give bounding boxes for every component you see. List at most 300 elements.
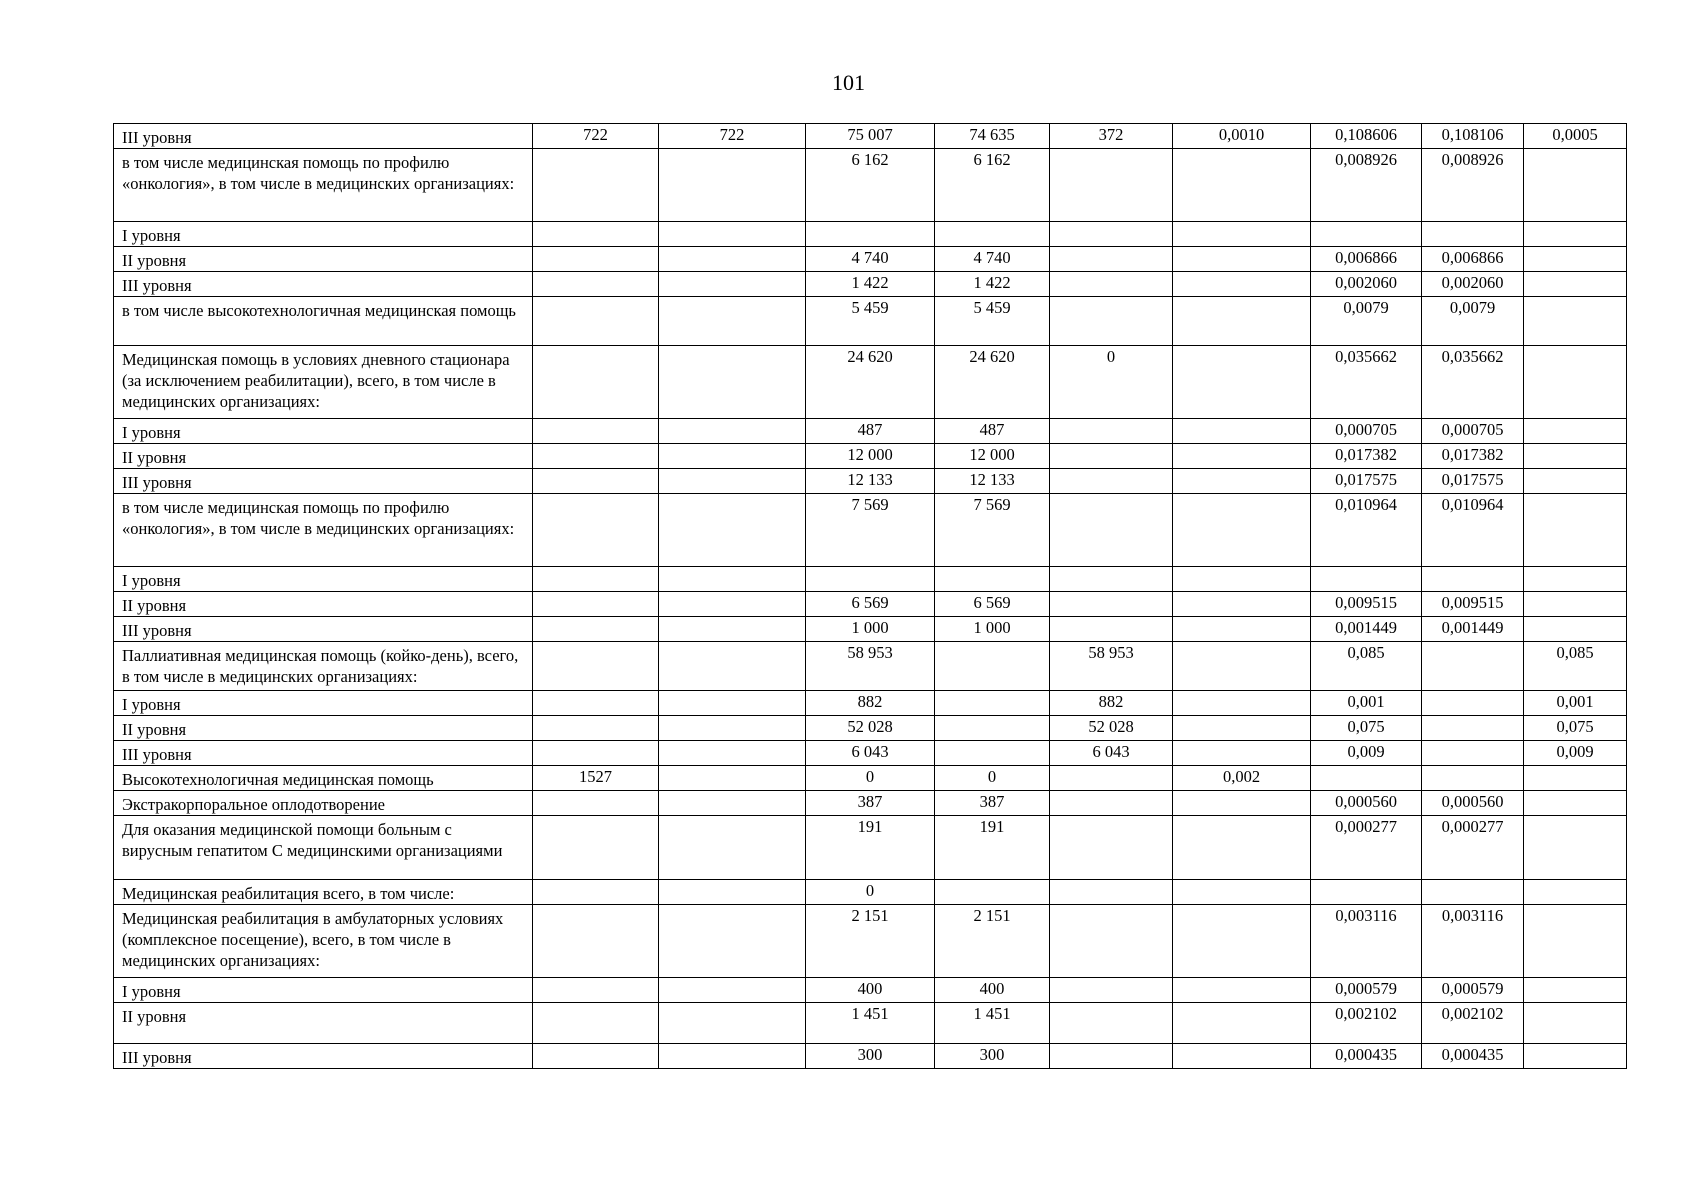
row-label: II уровня (122, 448, 187, 467)
value-cell: 0,0079 (1422, 297, 1524, 346)
table-row (114, 592, 1627, 617)
value-cell: 0,0010 (1173, 124, 1311, 149)
value-cell (935, 642, 1050, 691)
value-cell (935, 880, 1050, 905)
value-cell: 1 422 (806, 272, 935, 297)
value-cell (659, 444, 806, 469)
table-row (114, 691, 1627, 716)
value-cell (659, 1044, 806, 1069)
value-cell (1173, 444, 1311, 469)
value-cell (659, 791, 806, 816)
value-cell (533, 149, 659, 222)
value-cell: 0,075 (1524, 716, 1627, 741)
value-cell: 0,002 (1173, 766, 1311, 791)
value-cell (1173, 816, 1311, 880)
value-cell (1050, 978, 1173, 1003)
value-cell: 0,000277 (1311, 816, 1422, 880)
value-cell (1524, 567, 1627, 592)
value-cell (1422, 716, 1524, 741)
value-cell (1050, 592, 1173, 617)
row-label: I уровня (122, 571, 181, 590)
row-label: III уровня (122, 621, 192, 640)
table-row (114, 978, 1627, 1003)
value-cell (533, 978, 659, 1003)
value-cell (1050, 247, 1173, 272)
value-cell: 487 (806, 419, 935, 444)
value-cell (533, 272, 659, 297)
value-cell (533, 592, 659, 617)
value-cell (533, 346, 659, 419)
page-number: 101 (832, 70, 865, 95)
value-cell (1524, 617, 1627, 642)
table-row (114, 247, 1627, 272)
value-cell: 0,001449 (1422, 617, 1524, 642)
value-cell (659, 617, 806, 642)
value-cell: 58 953 (806, 642, 935, 691)
row-label: Высокотехнологичная медицинская помощь (122, 770, 434, 789)
value-cell (806, 567, 935, 592)
value-cell (533, 905, 659, 978)
value-cell: 6 043 (806, 741, 935, 766)
value-cell (1422, 741, 1524, 766)
value-cell (1050, 469, 1173, 494)
table-row (114, 222, 1627, 247)
value-cell (659, 567, 806, 592)
table-row (114, 272, 1627, 297)
row-label-cell (114, 741, 533, 766)
value-cell (1173, 419, 1311, 444)
row-label: Медицинская помощь в условиях дневного стационара (за исключением реабилитации), всего, в том числе в медицинских организациях: (122, 350, 510, 411)
value-cell: 0,006866 (1311, 247, 1422, 272)
value-cell: 75 007 (806, 124, 935, 149)
value-cell (533, 716, 659, 741)
value-cell: 387 (935, 791, 1050, 816)
row-label: II уровня (122, 720, 187, 739)
value-cell: 0,108606 (1311, 124, 1422, 149)
value-cell (1050, 494, 1173, 567)
row-label-cell (114, 691, 533, 716)
table-row (114, 567, 1627, 592)
value-cell: 191 (806, 816, 935, 880)
row-label: III уровня (122, 128, 192, 147)
row-label-cell (114, 567, 533, 592)
value-cell: 0,001449 (1311, 617, 1422, 642)
value-cell (533, 1003, 659, 1044)
row-label: Медицинская реабилитация в амбулаторных условиях (комплексное посещение), всего, в том числе в медицинских организациях: (122, 909, 504, 970)
table-row (114, 905, 1627, 978)
value-cell (659, 766, 806, 791)
value-cell (1050, 791, 1173, 816)
value-cell (1173, 741, 1311, 766)
row-label: в том числе медицинская помощь по профилю «онкология», в том числе в медицинских организациях: (122, 153, 515, 193)
value-cell: 0,000705 (1311, 419, 1422, 444)
row-label-cell (114, 124, 533, 149)
value-cell (1173, 346, 1311, 419)
value-cell (1524, 816, 1627, 880)
value-cell: 6 569 (935, 592, 1050, 617)
row-label-cell (114, 905, 533, 978)
value-cell (1173, 716, 1311, 741)
table-row (114, 642, 1627, 691)
row-label-cell (114, 222, 533, 247)
value-cell (1524, 149, 1627, 222)
value-cell: 882 (806, 691, 935, 716)
value-cell (1173, 592, 1311, 617)
value-cell: 0,003116 (1311, 905, 1422, 978)
table-row (114, 617, 1627, 642)
value-cell (659, 272, 806, 297)
value-cell: 5 459 (935, 297, 1050, 346)
value-cell (533, 444, 659, 469)
value-cell: 0,010964 (1311, 494, 1422, 567)
table-row (114, 880, 1627, 905)
value-cell (1524, 880, 1627, 905)
value-cell (1524, 766, 1627, 791)
row-label: Медицинская реабилитация всего, в том числе: (122, 884, 455, 903)
value-cell (659, 419, 806, 444)
value-cell (935, 691, 1050, 716)
value-cell (1524, 419, 1627, 444)
value-cell: 0,000560 (1422, 791, 1524, 816)
value-cell (533, 741, 659, 766)
value-cell (533, 297, 659, 346)
value-cell (1422, 567, 1524, 592)
value-cell (659, 222, 806, 247)
value-cell (1524, 494, 1627, 567)
value-cell: 6 569 (806, 592, 935, 617)
value-cell (1050, 149, 1173, 222)
value-cell (659, 247, 806, 272)
value-cell (659, 297, 806, 346)
value-cell (1422, 642, 1524, 691)
value-cell: 0,009515 (1311, 592, 1422, 617)
value-cell: 12 000 (806, 444, 935, 469)
value-cell (1524, 444, 1627, 469)
value-cell (1524, 297, 1627, 346)
row-label: I уровня (122, 226, 181, 245)
row-label-cell (114, 1044, 533, 1069)
value-cell: 487 (935, 419, 1050, 444)
value-cell (1524, 469, 1627, 494)
row-label-cell (114, 716, 533, 741)
value-cell (533, 469, 659, 494)
value-cell: 0,009 (1524, 741, 1627, 766)
row-label: II уровня (122, 596, 187, 615)
value-cell (935, 567, 1050, 592)
value-cell: 0,017575 (1311, 469, 1422, 494)
table-row (114, 494, 1627, 567)
value-cell (1422, 691, 1524, 716)
value-cell (935, 716, 1050, 741)
row-label: I уровня (122, 695, 181, 714)
value-cell: 6 162 (806, 149, 935, 222)
row-label-cell (114, 272, 533, 297)
value-cell (659, 346, 806, 419)
row-label: III уровня (122, 473, 192, 492)
row-label-cell (114, 297, 533, 346)
value-cell (659, 716, 806, 741)
value-cell (1050, 617, 1173, 642)
row-label-cell (114, 642, 533, 691)
value-cell: 7 569 (935, 494, 1050, 567)
value-cell: 0 (806, 766, 935, 791)
value-cell (659, 880, 806, 905)
value-cell: 12 133 (935, 469, 1050, 494)
value-cell (935, 741, 1050, 766)
table-row (114, 816, 1627, 880)
value-cell (1050, 444, 1173, 469)
value-cell (659, 494, 806, 567)
row-label-cell (114, 247, 533, 272)
value-cell (1050, 1003, 1173, 1044)
value-cell: 0,000277 (1422, 816, 1524, 880)
value-cell (1173, 1044, 1311, 1069)
value-cell (806, 222, 935, 247)
value-cell (1173, 978, 1311, 1003)
table-row (114, 346, 1627, 419)
value-cell (1050, 816, 1173, 880)
value-cell (1524, 905, 1627, 978)
value-cell: 0,003116 (1422, 905, 1524, 978)
value-cell: 58 953 (1050, 642, 1173, 691)
value-cell (1524, 222, 1627, 247)
table-row (114, 149, 1627, 222)
value-cell (1311, 222, 1422, 247)
value-cell (659, 149, 806, 222)
value-cell: 0,000579 (1422, 978, 1524, 1003)
row-label-cell (114, 346, 533, 419)
row-label-cell (114, 880, 533, 905)
value-cell: 300 (806, 1044, 935, 1069)
value-cell: 0,000435 (1311, 1044, 1422, 1069)
value-cell: 0,000435 (1422, 1044, 1524, 1069)
value-cell (1173, 617, 1311, 642)
value-cell: 2 151 (806, 905, 935, 978)
value-cell: 1527 (533, 766, 659, 791)
value-cell (1422, 766, 1524, 791)
value-cell (1050, 222, 1173, 247)
value-cell: 5 459 (806, 297, 935, 346)
value-cell (1050, 880, 1173, 905)
value-cell (533, 419, 659, 444)
value-cell (1173, 469, 1311, 494)
value-cell: 400 (935, 978, 1050, 1003)
value-cell: 0,008926 (1422, 149, 1524, 222)
value-cell: 2 151 (935, 905, 1050, 978)
value-cell (533, 222, 659, 247)
row-label: I уровня (122, 982, 181, 1001)
row-label: в том числе высокотехнологичная медицинская помощь (122, 301, 516, 320)
row-label-cell (114, 816, 533, 880)
value-cell (1524, 978, 1627, 1003)
value-cell (659, 691, 806, 716)
value-cell: 0 (935, 766, 1050, 791)
value-cell (1524, 272, 1627, 297)
value-cell: 1 000 (806, 617, 935, 642)
table-row (114, 766, 1627, 791)
value-cell (533, 880, 659, 905)
value-cell (533, 247, 659, 272)
row-label-cell (114, 592, 533, 617)
value-cell (1173, 905, 1311, 978)
value-cell: 7 569 (806, 494, 935, 567)
value-cell: 0,0079 (1311, 297, 1422, 346)
value-cell (1173, 642, 1311, 691)
value-cell: 300 (935, 1044, 1050, 1069)
value-cell (1173, 494, 1311, 567)
row-label: Для оказания медицинской помощи больным с вирусным гепатитом С медицинскими организациями (122, 820, 503, 860)
value-cell: 52 028 (806, 716, 935, 741)
value-cell (1524, 791, 1627, 816)
value-cell (533, 617, 659, 642)
row-label-cell (114, 617, 533, 642)
table-row (114, 419, 1627, 444)
value-cell (1422, 880, 1524, 905)
value-cell (1311, 567, 1422, 592)
value-cell (659, 905, 806, 978)
value-cell (659, 816, 806, 880)
value-cell: 0,002102 (1311, 1003, 1422, 1044)
table-row (114, 716, 1627, 741)
value-cell: 0,017575 (1422, 469, 1524, 494)
value-cell: 0 (1050, 346, 1173, 419)
value-cell: 372 (1050, 124, 1173, 149)
row-label-cell (114, 419, 533, 444)
value-cell (1524, 1003, 1627, 1044)
value-cell (1050, 297, 1173, 346)
value-cell (1173, 222, 1311, 247)
value-cell: 0,000705 (1422, 419, 1524, 444)
value-cell (1050, 766, 1173, 791)
value-cell: 0,002060 (1311, 272, 1422, 297)
value-cell (533, 642, 659, 691)
value-cell: 74 635 (935, 124, 1050, 149)
row-label: II уровня (122, 1007, 187, 1026)
value-cell: 400 (806, 978, 935, 1003)
table-row (114, 1044, 1627, 1069)
value-cell: 722 (533, 124, 659, 149)
value-cell: 0,035662 (1311, 346, 1422, 419)
value-cell: 24 620 (806, 346, 935, 419)
value-cell: 0,001 (1311, 691, 1422, 716)
value-cell: 52 028 (1050, 716, 1173, 741)
value-cell (1422, 222, 1524, 247)
value-cell (1050, 272, 1173, 297)
row-label-cell (114, 978, 533, 1003)
value-cell (1524, 247, 1627, 272)
value-cell: 0,009515 (1422, 592, 1524, 617)
value-cell: 1 000 (935, 617, 1050, 642)
value-cell: 191 (935, 816, 1050, 880)
value-cell (533, 816, 659, 880)
value-cell (1173, 247, 1311, 272)
table-row (114, 444, 1627, 469)
value-cell: 0 (806, 880, 935, 905)
value-cell (1524, 592, 1627, 617)
row-label: I уровня (122, 423, 181, 442)
row-label: III уровня (122, 745, 192, 764)
row-label: Паллиативная медицинская помощь (койко-день), всего, в том числе в медицинских организациях: (122, 646, 519, 686)
value-cell (659, 642, 806, 691)
value-cell (1173, 1003, 1311, 1044)
value-cell (1173, 691, 1311, 716)
value-cell: 0,006866 (1422, 247, 1524, 272)
value-cell (659, 741, 806, 766)
value-cell: 0,000560 (1311, 791, 1422, 816)
value-cell: 6 043 (1050, 741, 1173, 766)
value-cell (1050, 567, 1173, 592)
value-cell: 0,017382 (1422, 444, 1524, 469)
value-cell (1311, 766, 1422, 791)
value-cell (1050, 1044, 1173, 1069)
value-cell: 0,000579 (1311, 978, 1422, 1003)
row-label: III уровня (122, 1048, 192, 1067)
value-cell (1173, 149, 1311, 222)
table-row (114, 124, 1627, 149)
value-cell (659, 592, 806, 617)
value-cell: 4 740 (806, 247, 935, 272)
value-cell (1173, 297, 1311, 346)
value-cell: 0,010964 (1422, 494, 1524, 567)
value-cell (1050, 905, 1173, 978)
value-cell: 0,0005 (1524, 124, 1627, 149)
value-cell (533, 791, 659, 816)
value-cell: 1 451 (806, 1003, 935, 1044)
value-cell: 24 620 (935, 346, 1050, 419)
row-label-cell (114, 1003, 533, 1044)
table-row (114, 741, 1627, 766)
row-label-cell (114, 766, 533, 791)
value-cell (1050, 419, 1173, 444)
value-cell (659, 469, 806, 494)
row-label: II уровня (122, 251, 187, 270)
table-row (114, 791, 1627, 816)
row-label: III уровня (122, 276, 192, 295)
value-cell (659, 1003, 806, 1044)
row-label-cell (114, 791, 533, 816)
row-label: Экстракорпоральное оплодотворение (122, 795, 385, 814)
value-cell: 4 740 (935, 247, 1050, 272)
value-cell: 0,008926 (1311, 149, 1422, 222)
value-cell (659, 978, 806, 1003)
table-row (114, 297, 1627, 346)
value-cell: 0,108106 (1422, 124, 1524, 149)
value-cell: 0,002060 (1422, 272, 1524, 297)
value-cell (1173, 791, 1311, 816)
value-cell: 0,075 (1311, 716, 1422, 741)
value-cell (1311, 880, 1422, 905)
value-cell (1173, 272, 1311, 297)
value-cell (935, 222, 1050, 247)
value-cell: 0,085 (1311, 642, 1422, 691)
table-row (114, 469, 1627, 494)
row-label-cell (114, 444, 533, 469)
value-cell (533, 1044, 659, 1069)
value-cell (1173, 880, 1311, 905)
value-cell: 882 (1050, 691, 1173, 716)
value-cell: 0,002102 (1422, 1003, 1524, 1044)
value-cell: 0,085 (1524, 642, 1627, 691)
value-cell: 387 (806, 791, 935, 816)
value-cell (533, 494, 659, 567)
row-label-cell (114, 494, 533, 567)
table-row (114, 1003, 1627, 1044)
value-cell: 0,035662 (1422, 346, 1524, 419)
row-label-cell (114, 149, 533, 222)
row-label: в том числе медицинская помощь по профилю «онкология», в том числе в медицинских организациях: (122, 498, 515, 538)
row-label-cell (114, 469, 533, 494)
value-cell (1524, 1044, 1627, 1069)
